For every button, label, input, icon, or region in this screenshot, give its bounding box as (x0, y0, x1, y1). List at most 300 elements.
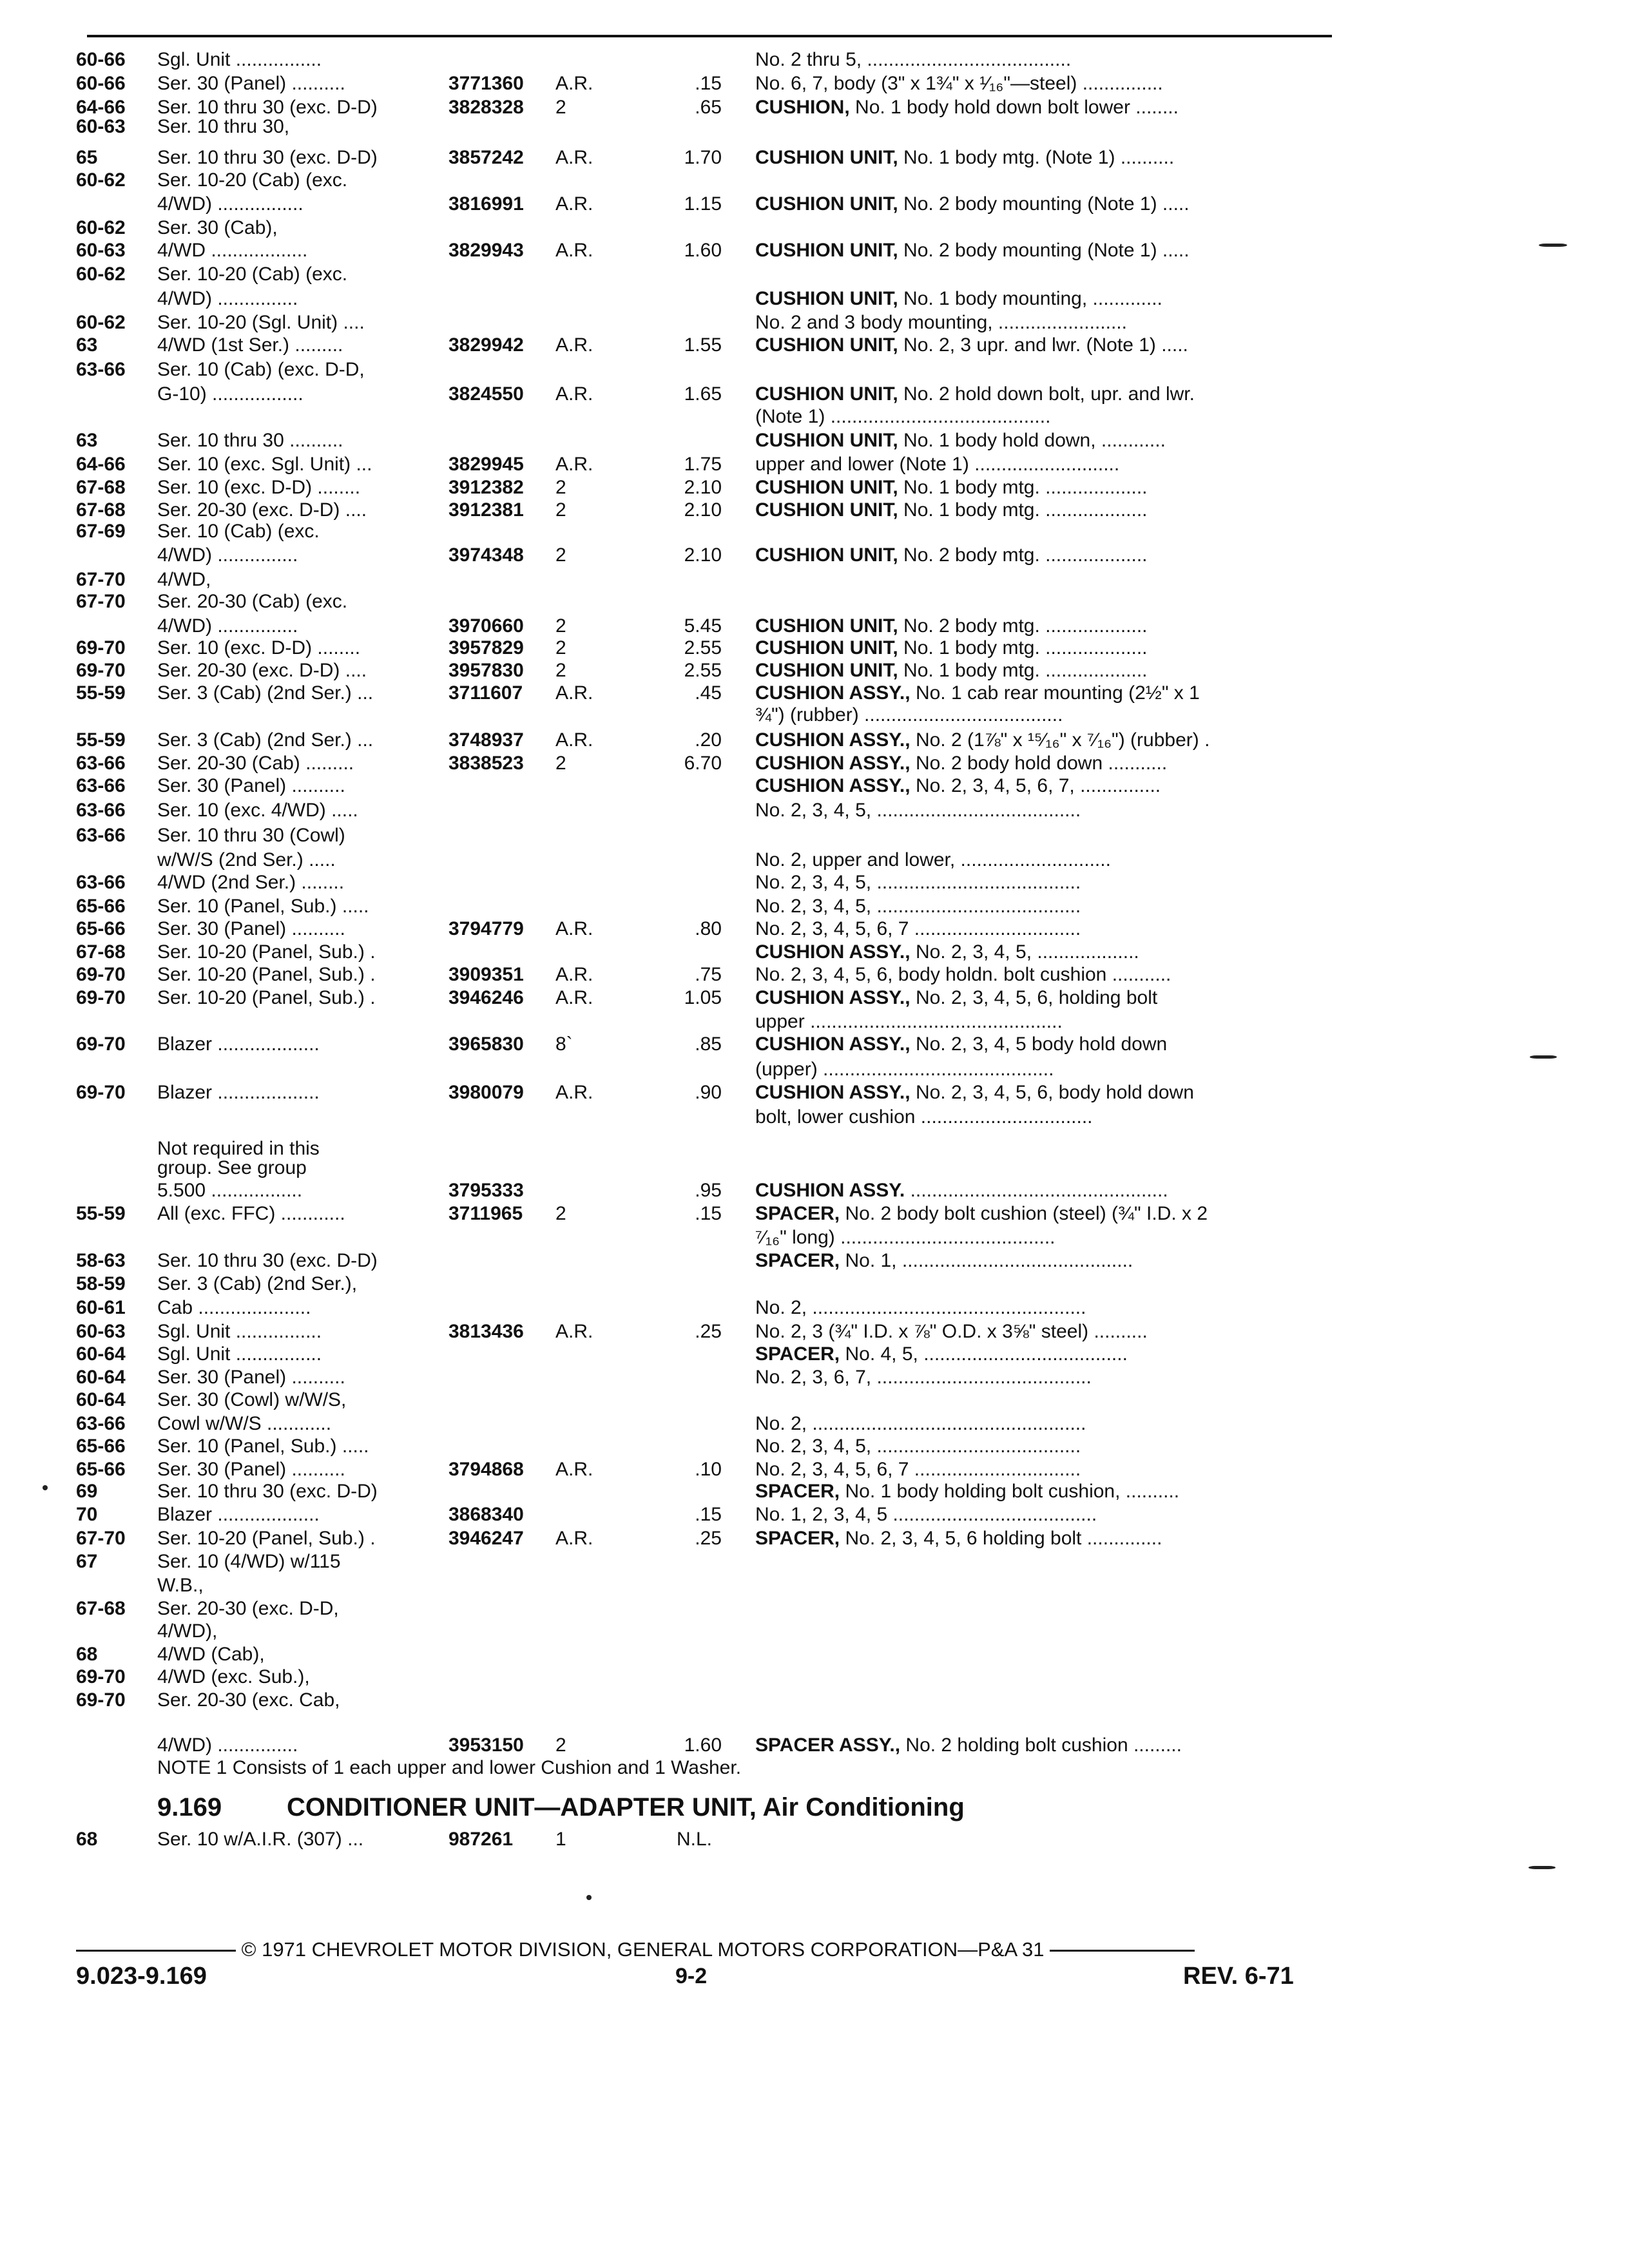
description-text: No. 2, 3, 4, 5, 6, body hold down (910, 1082, 1194, 1103)
description (755, 682, 1333, 705)
description-keyword: SPACER ASSY., (755, 1735, 901, 1756)
model-application: Ser. 10 (4/WD) w/115 (157, 1551, 341, 1572)
model-application: Ser. 10 (exc. D-D) ........ (157, 637, 361, 658)
model-application: Ser. 30 (Panel) .......... (157, 1367, 345, 1388)
description-text: No. 2, 3, 4, 5, ...................................... (755, 1436, 1081, 1457)
description (755, 1480, 1333, 1503)
year-range: 64-66 (76, 454, 126, 475)
year-range: 67 (76, 1551, 98, 1572)
description (755, 193, 1333, 216)
model-application: 4/WD (exc. Sub.), (157, 1666, 310, 1687)
table-row (0, 1480, 1629, 1503)
year-range: 69 (76, 1481, 98, 1502)
model-application: Ser. 10-20 (Panel, Sub.) . (157, 941, 376, 963)
price: 6.70 (684, 753, 722, 774)
part-number: 3912381 (448, 499, 524, 521)
year-range: 69-70 (76, 1689, 126, 1711)
year-range: 70 (76, 1504, 98, 1525)
table-row (0, 1226, 1629, 1249)
description (755, 1179, 1333, 1202)
price: 1.60 (684, 240, 722, 261)
year-range: 64-66 (76, 97, 126, 118)
year-range: 60-64 (76, 1389, 126, 1410)
year-range: 69-70 (76, 1033, 126, 1055)
description-text: No. 2, 3, 4, 5, 6, body holdn. bolt cushion ........... (755, 964, 1171, 985)
description (755, 615, 1333, 638)
table-row (0, 146, 1629, 169)
description (755, 1343, 1333, 1366)
model-application: Ser. 10 (exc. Sgl. Unit) ... (157, 454, 372, 475)
description-keyword: CUSHION UNIT, (755, 334, 898, 356)
part-number: 3965830 (448, 1033, 524, 1055)
description (755, 1033, 1333, 1056)
table-row (0, 799, 1629, 822)
table-row (0, 311, 1629, 334)
table-row (0, 263, 1629, 286)
description-text: No. 2 body mounting (Note 1) ..... (898, 193, 1190, 215)
table-row (0, 1157, 1629, 1180)
quantity: 2 (555, 544, 566, 566)
description-text: No. 2, 3, 4, 5, 6, 7 ............................... (755, 1459, 1081, 1480)
price: 1.60 (684, 1735, 722, 1756)
model-application: Ser. 10-20 (Panel, Sub.) . (157, 1528, 376, 1549)
model-application: Sgl. Unit ................ (157, 1343, 322, 1365)
description (755, 311, 1333, 334)
description-keyword: CUSHION ASSY. (755, 1180, 905, 1201)
description-keyword: SPACER, (755, 1203, 840, 1224)
description (755, 1458, 1333, 1481)
part-number: 3946246 (448, 987, 524, 1008)
table-row (0, 239, 1629, 262)
description-text: No. 2 body mtg. ................... (898, 615, 1148, 637)
table-row (0, 659, 1629, 682)
description (755, 704, 1333, 727)
table-row (0, 48, 1629, 72)
price: .25 (695, 1321, 722, 1342)
model-application: W.B., (157, 1575, 204, 1596)
description-keyword: CUSHION ASSY., (755, 682, 911, 704)
price: .95 (695, 1180, 722, 1201)
model-application: Ser. 20-30 (Cab) (exc. (157, 591, 348, 612)
price: .65 (695, 97, 722, 118)
description (755, 453, 1333, 476)
part-number: 3795333 (448, 1180, 524, 1201)
year-range: 69-70 (76, 1082, 126, 1103)
table-row (0, 520, 1629, 543)
description-keyword: CUSHION, (755, 97, 850, 118)
year-range: 63-66 (76, 1413, 126, 1434)
model-application: Ser. 20-30 (exc. Cab, (157, 1689, 340, 1711)
model-application: Ser. 20-30 (exc. D-D) .... (157, 660, 367, 681)
description (755, 239, 1333, 262)
year-range: 60-61 (76, 1297, 126, 1318)
year-range: 67-70 (76, 569, 126, 590)
year-range: 65 (76, 147, 98, 168)
description-text: bolt, lower cushion ................................ (755, 1106, 1093, 1128)
table-row (0, 1503, 1629, 1526)
price: .85 (695, 1033, 722, 1055)
year-range: 67-68 (76, 941, 126, 963)
description-text: No. 1, ........................................... (840, 1250, 1133, 1271)
price: .80 (695, 918, 722, 939)
quantity: 1 (555, 1829, 566, 1850)
price: 1.55 (684, 334, 722, 356)
description (755, 1320, 1333, 1343)
year-range: 69-70 (76, 637, 126, 658)
model-application: Ser. 10-20 (Panel, Sub.) . (157, 964, 376, 985)
year-range: 67-68 (76, 477, 126, 498)
description (755, 334, 1333, 357)
description-text: No. 2 hold down bolt, upr. and lwr. (898, 383, 1195, 405)
description (755, 1435, 1333, 1458)
part-number: 3912382 (448, 477, 524, 498)
description (755, 499, 1333, 522)
description-keyword: CUSHION UNIT, (755, 147, 898, 168)
description-keyword: CUSHION UNIT, (755, 499, 898, 521)
year-range: 63-66 (76, 753, 126, 774)
quantity: 2 (555, 660, 566, 681)
description (755, 1734, 1333, 1757)
description-keyword: CUSHION UNIT, (755, 430, 898, 451)
description (755, 752, 1333, 775)
table-row (0, 1527, 1629, 1550)
part-number: 3868340 (448, 1504, 524, 1525)
model-application: 4/WD, (157, 569, 211, 590)
description (755, 986, 1333, 1010)
model-application: Cowl w/W/S ............ (157, 1413, 332, 1434)
description-text: No. 2, 3, 4, 5, ...................................... (755, 896, 1081, 917)
quantity: A.R. (555, 729, 593, 751)
description-text: No. 2, upper and lower, ............................ (755, 849, 1111, 870)
year-range: 63-66 (76, 359, 126, 380)
description (755, 383, 1333, 406)
description (755, 1226, 1333, 1249)
year-range: 69-70 (76, 660, 126, 681)
quantity: A.R. (555, 1082, 593, 1103)
table-row (0, 704, 1629, 727)
model-application: 4/WD (1st Ser.) ......... (157, 334, 343, 356)
table-row (0, 682, 1629, 705)
quantity: 2 (555, 615, 566, 637)
description (755, 1527, 1333, 1550)
part-number: 3957829 (448, 637, 524, 658)
description-text: No. 6, 7, body (3" x 1¾" x ¹⁄₁₆"—steel) ............... (755, 73, 1163, 94)
table-row (0, 358, 1629, 381)
model-application: Ser. 10 (Panel, Sub.) ..... (157, 896, 369, 917)
description-text: No. 4, 5, ...................................... (840, 1343, 1128, 1365)
description-text: ................................................ (905, 1180, 1168, 1201)
description (755, 1366, 1333, 1389)
table-row (0, 1343, 1629, 1366)
description-text: No. 2, 3, 4, 5, 6, holding bolt (910, 987, 1158, 1008)
table-row (0, 1058, 1629, 1081)
part-number: 3953150 (448, 1735, 524, 1756)
description-keyword: CUSHION UNIT, (755, 383, 898, 405)
year-range: 60-63 (76, 116, 126, 137)
description-keyword: CUSHION ASSY., (755, 775, 911, 796)
punch-mark (1528, 1866, 1556, 1869)
table-row (0, 1620, 1629, 1643)
price: 2.55 (684, 637, 722, 658)
table-row (0, 1249, 1629, 1273)
description-text: No. 1 body mtg. ................... (898, 660, 1148, 681)
model-application: w/W/S (2nd Ser.) ..... (157, 849, 336, 870)
model-application: 4/WD) ................ (157, 193, 304, 215)
price: .90 (695, 1082, 722, 1103)
footer-rule (1050, 1950, 1195, 1952)
description-text: No. 2 and 3 body mounting, ........................ (755, 312, 1127, 333)
description (755, 1081, 1333, 1104)
model-application: Ser. 30 (Panel) .......... (157, 1459, 345, 1480)
description-text: upper ............................................... (755, 1011, 1063, 1032)
description-keyword: CUSHION ASSY., (755, 1082, 911, 1103)
table-row (0, 637, 1629, 660)
table-row (0, 895, 1629, 918)
part-number: 3980079 (448, 1082, 524, 1103)
table-row (0, 115, 1629, 139)
description (755, 1202, 1333, 1225)
table-row (0, 383, 1629, 406)
description-keyword: CUSHION UNIT, (755, 615, 898, 637)
year-range: 69-70 (76, 964, 126, 985)
year-range: 67-68 (76, 1598, 126, 1619)
description-keyword: CUSHION UNIT, (755, 193, 898, 215)
description (755, 429, 1333, 452)
model-application: G-10) ................. (157, 383, 304, 405)
year-range: 60-62 (76, 169, 126, 191)
description-text: No. 2 body mounting (Note 1) ..... (898, 240, 1190, 261)
footer-range: 9.023-9.169 (76, 1963, 207, 1990)
year-range: 60-64 (76, 1367, 126, 1388)
description-text: No. 1, 2, 3, 4, 5 ...................................... (755, 1504, 1097, 1525)
model-application: Ser. 10 (Cab) (exc. D-D, (157, 359, 365, 380)
table-row (0, 193, 1629, 216)
revision: REV. 6-71 (1183, 1963, 1294, 1990)
quantity: 2 (555, 477, 566, 498)
table-row (0, 1010, 1629, 1033)
price: 2.10 (684, 544, 722, 566)
table-row (0, 405, 1629, 428)
year-range: 60-62 (76, 217, 126, 238)
description-text: No. 2 holding bolt cushion ......... (900, 1735, 1182, 1756)
description-text: No. 1 body mounting, ............. (898, 288, 1162, 309)
model-application: Ser. 10 (exc. D-D) ........ (157, 477, 361, 498)
description (755, 659, 1333, 682)
part-number: 3829942 (448, 334, 524, 356)
quantity: A.R. (555, 454, 593, 475)
table-row (0, 824, 1629, 847)
year-range: 68 (76, 1644, 98, 1665)
model-application: Blazer ................... (157, 1082, 320, 1103)
year-range: 58-59 (76, 1273, 126, 1294)
table-row (0, 1202, 1629, 1225)
description-text: No. 1 body mtg. (Note 1) .......... (898, 147, 1175, 168)
quantity: 2 (555, 97, 566, 118)
year-range: 65-66 (76, 896, 126, 917)
page-number: 9-2 (675, 1964, 708, 1988)
description (755, 895, 1333, 918)
year-range: 68 (76, 1829, 98, 1850)
model-application: Sgl. Unit ................ (157, 1321, 322, 1342)
part-number: 3711965 (448, 1203, 523, 1224)
table-row (0, 615, 1629, 638)
table-row (0, 216, 1629, 240)
part-number: 3794779 (448, 918, 524, 939)
model-application: Ser. 10-20 (Cab) (exc. (157, 264, 348, 285)
description-text: (Note 1) ......................................... (755, 406, 1051, 427)
description-keyword: CUSHION UNIT, (755, 477, 898, 498)
model-application: 4/WD (2nd Ser.) ........ (157, 872, 345, 893)
part-number: 3824550 (448, 383, 524, 405)
description-text: No. 1 body hold down, ............ (898, 430, 1166, 451)
description-text: No. 2, 3, 4, 5, ...................................... (755, 872, 1081, 893)
part-number: 3794868 (448, 1459, 524, 1480)
quantity: A.R. (555, 987, 593, 1008)
model-application: 4/WD) ............... (157, 288, 298, 309)
description-text: No. 2 thru 5, ...................................... (755, 49, 1072, 70)
table-row (0, 986, 1629, 1010)
part-number: 3974348 (448, 544, 524, 566)
price: 5.45 (684, 615, 722, 637)
year-range: 69-70 (76, 1666, 126, 1687)
description (755, 476, 1333, 499)
specks (43, 1485, 48, 1490)
part-number: 3838523 (448, 753, 524, 774)
quantity: A.R. (555, 682, 593, 704)
quantity: A.R. (555, 1528, 593, 1549)
year-range: 63 (76, 430, 98, 451)
model-application: Ser. 10 thru 30 (exc. D-D) (157, 1250, 378, 1271)
description-text: No. 2 (1⅞" x ¹⁵⁄₁₆" x ⁷⁄₁₆") (rubber) . (910, 729, 1210, 751)
table-row (0, 72, 1629, 95)
description-text: upper and lower (Note 1) ........................... (755, 454, 1120, 475)
specks (586, 1895, 592, 1900)
quantity: 2 (555, 499, 566, 521)
model-application: Ser. 20-30 (Cab) ......... (157, 753, 354, 774)
footer-copyright: © 1971 CHEVROLET MOTOR DIVISION, GENERAL MOTORS CORPORATION—P&A 31 (241, 1938, 1045, 1961)
price: 1.70 (684, 147, 722, 168)
description (755, 849, 1333, 872)
table-row (0, 287, 1629, 311)
year-range: 63 (76, 334, 98, 356)
model-application: Blazer ................... (157, 1504, 320, 1525)
part-number: 3828328 (448, 97, 524, 118)
section-title: CONDITIONER UNIT—ADAPTER UNIT, Air Conditioning (287, 1793, 965, 1821)
model-application: Ser. 10 thru 30 .......... (157, 430, 343, 451)
price: 2.10 (684, 499, 722, 521)
description (755, 1249, 1333, 1273)
quantity: A.R. (555, 1459, 593, 1480)
description (755, 941, 1333, 964)
description-text: No. 2, ................................................... (755, 1297, 1086, 1318)
year-range: 67-70 (76, 591, 126, 612)
price: .20 (695, 729, 722, 751)
description (755, 287, 1333, 311)
table-row (0, 544, 1629, 567)
description-text: No. 2, ................................................... (755, 1413, 1086, 1434)
table-row (0, 1550, 1629, 1573)
year-range: 63-66 (76, 800, 126, 821)
part-number: 3857242 (448, 147, 524, 168)
model-application: All (exc. FFC) ............ (157, 1203, 345, 1224)
quantity: A.R. (555, 73, 593, 94)
table-row (0, 941, 1629, 964)
description (755, 1296, 1333, 1320)
table-row (0, 429, 1629, 452)
description-keyword: CUSHION ASSY., (755, 1033, 911, 1055)
description-text: No. 1 body mtg. ................... (898, 477, 1148, 498)
model-application: Ser. 30 (Cowl) w/W/S, (157, 1389, 347, 1410)
description (755, 48, 1333, 72)
table-row (0, 568, 1629, 591)
model-application: 4/WD .................. (157, 240, 308, 261)
description-keyword: CUSHION ASSY., (755, 941, 911, 963)
description-keyword: CUSHION UNIT, (755, 288, 898, 309)
table-row (0, 752, 1629, 775)
model-application: 4/WD) ............... (157, 615, 298, 637)
table-row (0, 169, 1629, 192)
description (755, 871, 1333, 894)
description (755, 918, 1333, 941)
description (755, 774, 1333, 798)
year-range: 55-59 (76, 682, 126, 704)
description-text: No. 2 body hold down ........... (910, 753, 1168, 774)
part-number: 3711607 (448, 682, 523, 704)
table-row (0, 1643, 1629, 1666)
description (755, 729, 1333, 752)
footer-bottom-line (76, 1962, 1326, 1990)
part-number: 3957830 (448, 660, 524, 681)
year-range: 60-64 (76, 1343, 126, 1365)
quantity: 2 (555, 1735, 566, 1756)
description (755, 1058, 1333, 1081)
description-keyword: CUSHION UNIT, (755, 240, 898, 261)
year-range: 67-68 (76, 499, 126, 521)
description (755, 544, 1333, 567)
year-range: 63-66 (76, 872, 126, 893)
punch-mark (1539, 244, 1567, 247)
table-row (0, 729, 1629, 752)
description (755, 72, 1333, 95)
model-application: Ser. 10 (Panel, Sub.) ..... (157, 1436, 369, 1457)
table-row (0, 1320, 1629, 1343)
model-application: Ser. 30 (Panel) .......... (157, 775, 345, 796)
price: .10 (695, 1459, 722, 1480)
quantity: A.R. (555, 383, 593, 405)
year-range: 60-63 (76, 240, 126, 261)
model-application: Ser. 10 thru 30 (exc. D-D) (157, 97, 378, 118)
year-range: 60-63 (76, 1321, 126, 1342)
table-row (0, 1412, 1629, 1436)
table-row (0, 1689, 1629, 1712)
table-row (0, 1458, 1629, 1481)
table-row (0, 453, 1629, 476)
description-text: No. 1 body holding bolt cushion, .......... (840, 1481, 1180, 1502)
table-row (0, 1179, 1629, 1202)
part-number: 3771360 (448, 73, 524, 94)
price: 2.55 (684, 660, 722, 681)
model-application: Ser. 30 (Panel) .......... (157, 73, 345, 94)
price: 1.05 (684, 987, 722, 1008)
year-range: 65-66 (76, 1436, 126, 1457)
year-range: 60-62 (76, 264, 126, 285)
model-application: Ser. 30 (Panel) .......... (157, 918, 345, 939)
model-application: Not required in this (157, 1138, 320, 1159)
table-row (0, 1574, 1629, 1597)
description-text: ⁷⁄₁₆" long) ........................................ (755, 1227, 1055, 1248)
description-text: No. 2 body bolt cushion (steel) (¾" I.D. x 2 (840, 1203, 1208, 1224)
description (755, 146, 1333, 169)
